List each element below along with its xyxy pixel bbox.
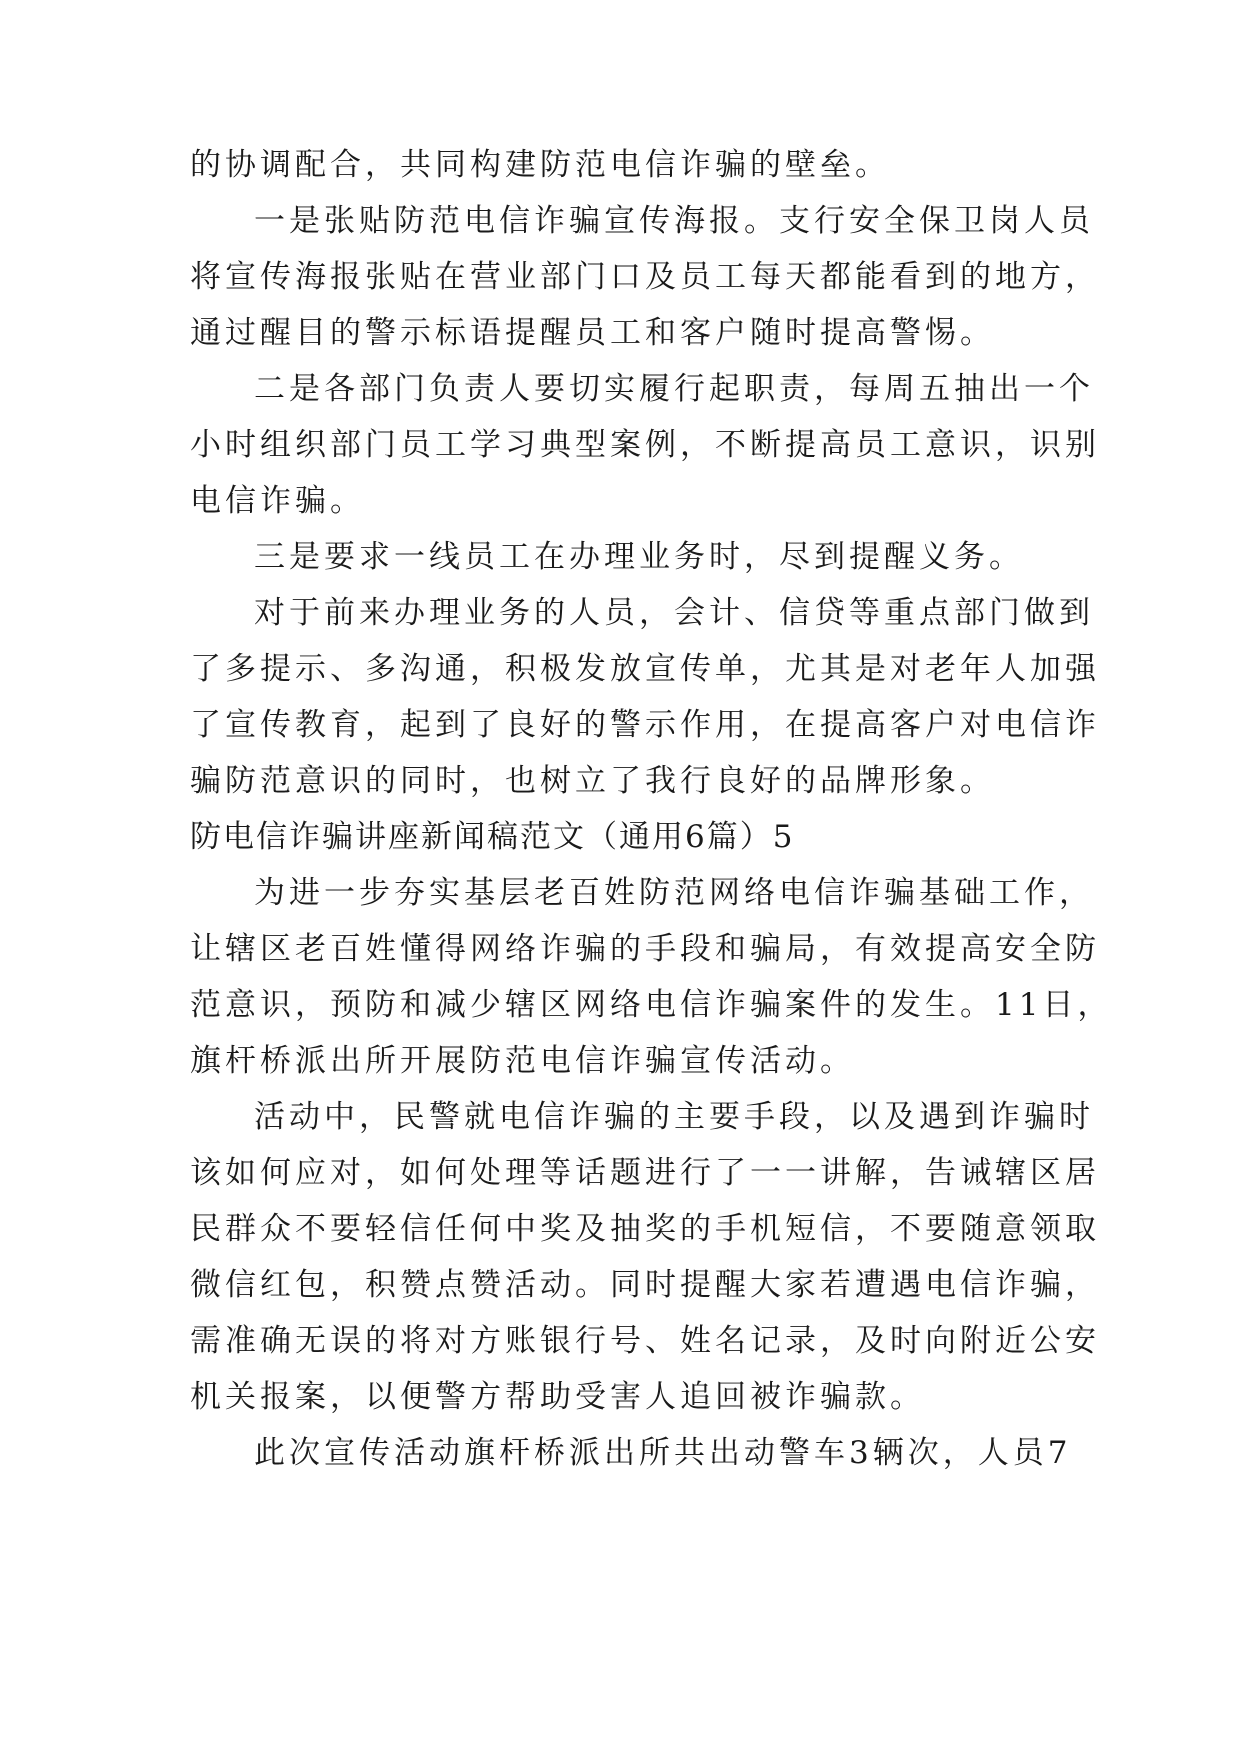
body-text-line: 需准确无误的将对方账银行号、姓名记录，及时向附近公安	[190, 1323, 1100, 1359]
section-heading: 防电信诈骗讲座新闻稿范文（通用6篇）5	[190, 819, 795, 855]
body-text-line: 了多提示、多沟通，积极发放宣传单，尤其是对老年人加强	[190, 651, 1100, 687]
body-text-line: 三是要求一线员工在办理业务时，尽到提醒义务。	[254, 539, 1024, 575]
body-text-line: 通过醒目的警示标语提醒员工和客户随时提高警惕。	[190, 315, 995, 351]
body-text-line: 的协调配合，共同构建防范电信诈骗的壁垒。	[190, 147, 890, 183]
body-text-line: 了宣传教育，起到了良好的警示作用，在提高客户对电信诈	[190, 707, 1100, 743]
body-text-line: 将宣传海报张贴在营业部门口及员工每天都能看到的地方，	[190, 259, 1100, 295]
body-text-line: 旗杆桥派出所开展防范电信诈骗宣传活动。	[190, 1043, 855, 1079]
body-text-line: 骗防范意识的同时，也树立了我行良好的品牌形象。	[190, 763, 995, 799]
body-text-line: 二是各部门负责人要切实履行起职责，每周五抽出一个	[254, 371, 1094, 407]
body-text-line: 民群众不要轻信任何中奖及抽奖的手机短信，不要随意领取	[190, 1211, 1100, 1247]
body-text-line: 微信红包，积赞点赞活动。同时提醒大家若遭遇电信诈骗，	[190, 1267, 1100, 1303]
body-text-line: 该如何应对，如何处理等话题进行了一一讲解，告诫辖区居	[190, 1155, 1100, 1191]
body-text-line: 活动中，民警就电信诈骗的主要手段，以及遇到诈骗时	[254, 1099, 1094, 1135]
body-text-line: 对于前来办理业务的人员，会计、信贷等重点部门做到	[254, 595, 1094, 631]
body-text-line: 一是张贴防范电信诈骗宣传海报。支行安全保卫岗人员	[254, 203, 1094, 239]
body-text-line: 为进一步夯实基层老百姓防范网络电信诈骗基础工作，	[254, 875, 1094, 911]
body-text-line: 范意识，预防和减少辖区网络电信诈骗案件的发生。11日，	[190, 987, 1113, 1023]
body-text-line: 小时组织部门员工学习典型案例，不断提高员工意识，识别	[190, 427, 1100, 463]
body-text-line: 此次宣传活动旗杆桥派出所共出动警车3辆次，人员7	[254, 1435, 1072, 1471]
body-text-line: 机关报案，以便警方帮助受害人追回被诈骗款。	[190, 1379, 925, 1415]
body-text-line: 电信诈骗。	[190, 483, 365, 519]
body-text-line: 让辖区老百姓懂得网络诈骗的手段和骗局，有效提高安全防	[190, 931, 1100, 967]
